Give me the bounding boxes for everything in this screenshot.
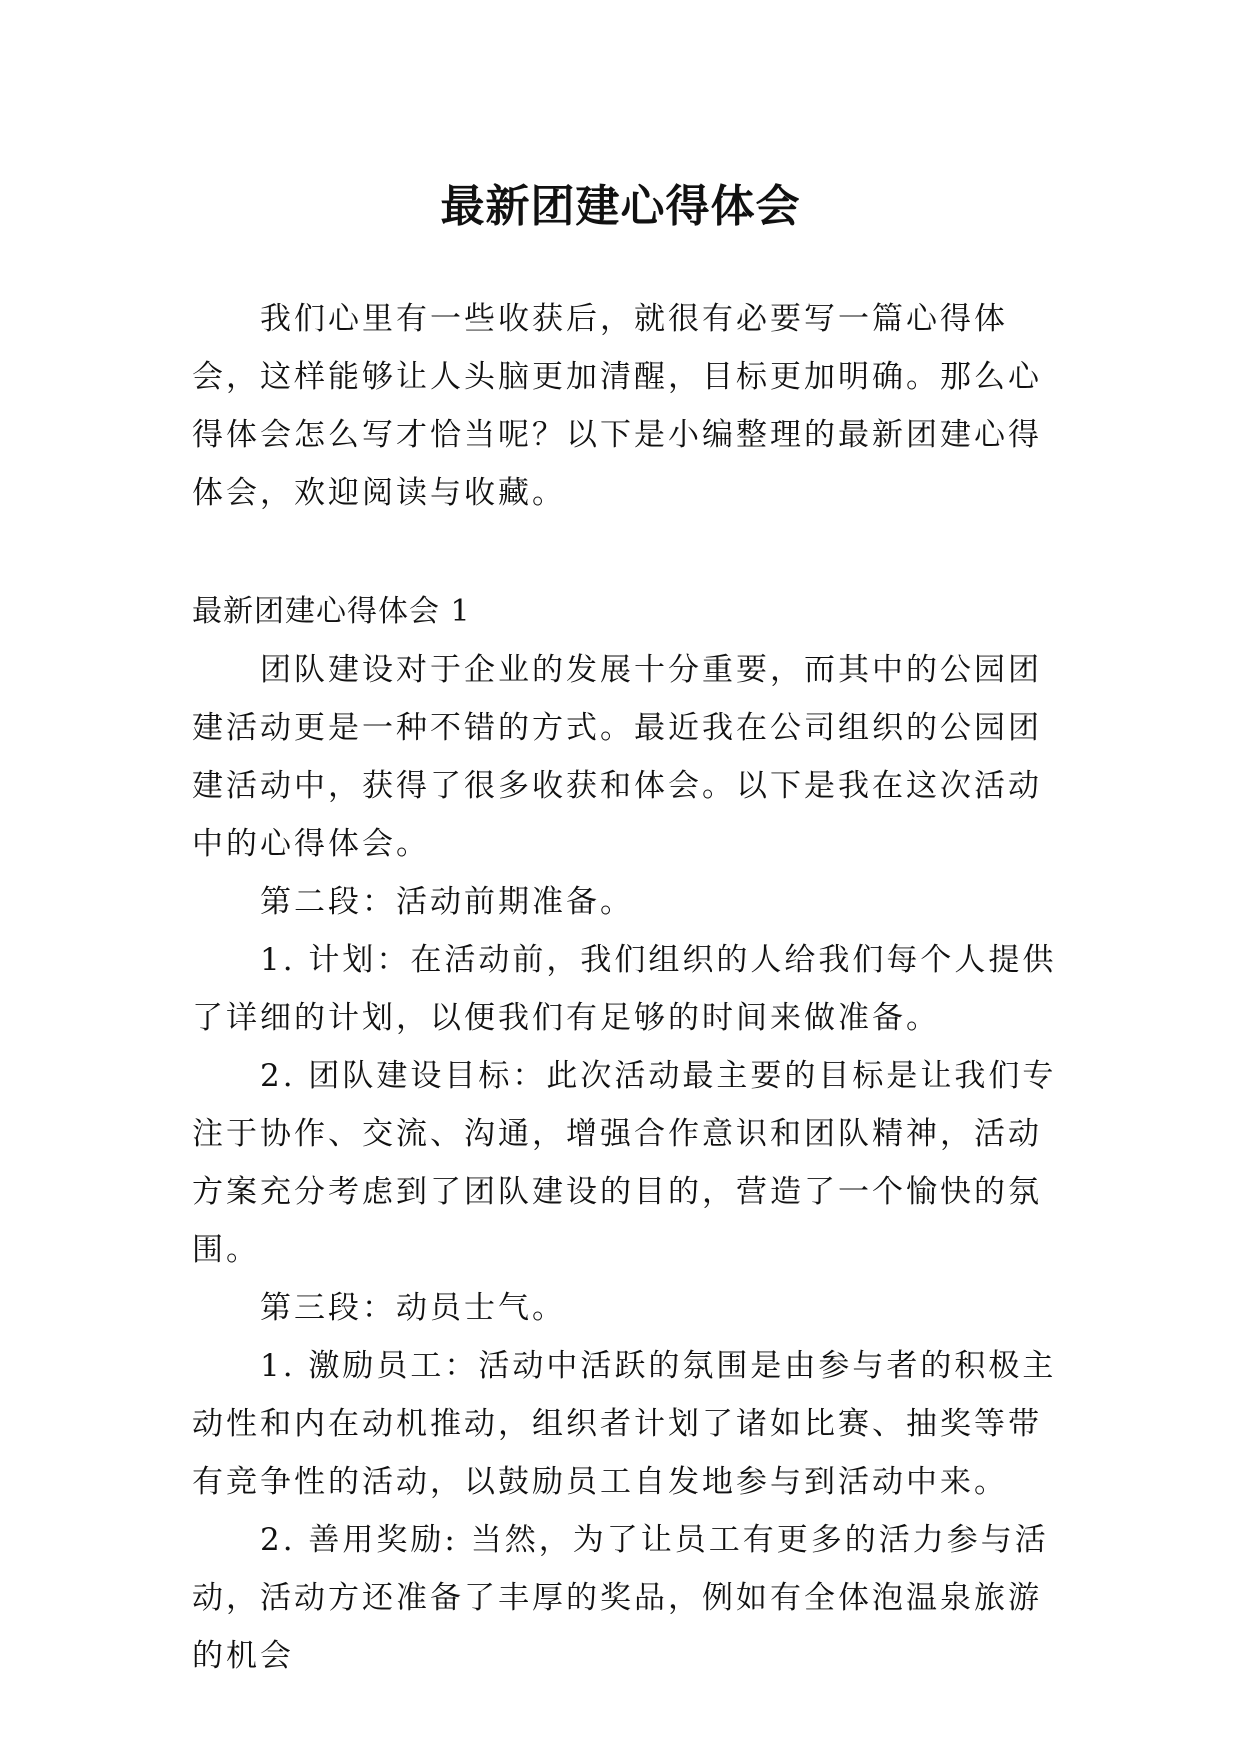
body-paragraph: 1. 计划：在活动前，我们组织的人给我们每个人提供了详细的计划，以便我们有足够的时间来做准备。	[192, 942, 1057, 1036]
body-paragraph: 2. 团队建设目标：此次活动最主要的目标是让我们专注于协作、交流、沟通，增强合作意识和团队精神，活动方案充分考虑到了团队建设的目的，营造了一个愉快的氛围。	[192, 1058, 1057, 1268]
subsection-heading: 第三段：动员士气。	[260, 1290, 566, 1326]
intro-block	[192, 290, 1072, 522]
body-paragraph: 团队建设对于企业的发展十分重要，而其中的公园团建活动更是一种不错的方式。最近我在公司组织的公园团建活动中，获得了很多收获和体会。以下是我在这次活动中的心得体会。	[192, 652, 1042, 862]
document-title: 最新团建心得体会	[440, 181, 801, 233]
subsection-heading: 第二段：活动前期准备。	[260, 884, 634, 920]
body-paragraph: 1. 激励员工：活动中活跃的氛围是由参与者的积极主动性和内在动机推动，组织者计划了诸如比赛、抽奖等带有竞争性的活动，以鼓励员工自发地参与到活动中来。	[192, 1348, 1057, 1500]
section-1	[192, 583, 1072, 1685]
body-paragraph: 2. 善用奖励: 当然，为了让员工有更多的活力参与活动，活动方还准备了丰厚的奖品，例如有全体泡温泉旅游的机会	[192, 1522, 1049, 1674]
intro-paragraph: 我们心里有一些收获后，就很有必要写一篇心得体会，这样能够让人头脑更加清醒，目标更加明确。那么心得体会怎么写才恰当呢？以下是小编整理的最新团建心得体会，欢迎阅读与收藏。	[192, 301, 1042, 511]
section-heading: 最新团建心得体会 1	[192, 594, 471, 629]
